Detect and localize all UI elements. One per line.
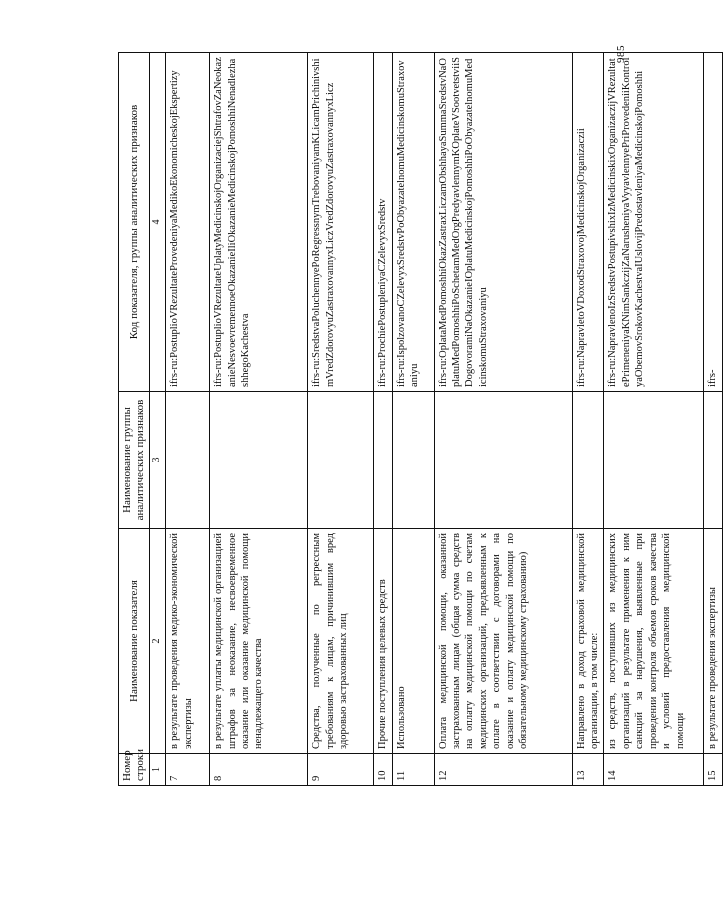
- table-row: [374, 53, 392, 786]
- indicator-name: Прочие поступления целевых средств: [374, 529, 392, 754]
- table-row: [392, 53, 434, 786]
- header-group-name: Наименование группы аналитических признаков: [119, 392, 150, 529]
- group-name: [572, 392, 604, 529]
- indicator-name: Средства, полученные по регрессным требованиям к лицам, причинившим вред здоровью застрахованных лиц: [308, 529, 374, 754]
- indicator-code: ifrs-ru:NapravlenoIzSredstvPostupivshixIzMedicinskixOrganizaczijVRezultatePrimeneniyaKNimSankczijZaNarusheniyaVyyavlennyePriProvedeniiKontrolyaObemovSrokovKachestvaIUslovijPredostavleniyaMedicinskojPomoshhi: [604, 53, 704, 392]
- group-name: [210, 392, 308, 529]
- indicator-code: ifrs-ru:NapravletoVDoxodStraxovojMedicinskojOrganizaczii: [572, 53, 604, 392]
- group-name: [704, 392, 722, 529]
- row-number: 7: [166, 754, 210, 786]
- indicator-name: в результате проведения медико-экономической экспертизы: [166, 529, 210, 754]
- column-number: 3: [150, 392, 166, 529]
- indicator-code: ifrs-ru:SredstvaPoluchennyePoRegressnymTrebovaniyamKLicamPrichinivshimVredZdorovyuZastraxovannyxLiczVredZdorovyuZastraxovannyxLicz: [308, 53, 374, 392]
- indicator-table: [118, 52, 723, 786]
- indicator-name: Использовано: [392, 529, 434, 754]
- indicator-code: ifrs-: [704, 53, 722, 392]
- table-row: [210, 53, 308, 786]
- header-indicator-code: Код показателя, группы аналитических признаков: [119, 53, 150, 392]
- table-row: [572, 53, 604, 786]
- indicator-name: Оплата медицинской помощи, оказанной застрахованным лицам (общая сумма средств на оплату медицинской помощи по счетам медицинских организаций, предъявленным к оплате в соответствии с договорами на оказание и оплату медицинской помощи по обязательному медицинскому страхованию): [434, 529, 572, 754]
- row-number: 8: [210, 754, 308, 786]
- column-number: 2: [150, 529, 166, 754]
- header-indicator-name: Наименование показателя: [119, 529, 150, 754]
- indicator-code: ifrs-ru:PostuplioVRezultateUplatyMedicinskojOrganizaciejShtrafovZaNeokazanieNesvoevremennoeOkazanieIliOkazanieMedicinskojPomoshhiNenadlezhashhegoKachestva: [210, 53, 308, 392]
- group-name: [392, 392, 434, 529]
- column-number: 1: [150, 754, 166, 786]
- indicator-name: в результате проведения экспертизы: [704, 529, 722, 754]
- indicator-name: в результате уплаты медицинской организацией штрафов за неоказание, несвоевременное оказание или оказание медицинской помощи ненадлежащего качества: [210, 529, 308, 754]
- group-name: [434, 392, 572, 529]
- row-number: 12: [434, 754, 572, 786]
- indicator-name: Направлено в доход страховой медицинской организации, в том числе:: [572, 529, 604, 754]
- table-row: [604, 53, 704, 786]
- row-number: 11: [392, 754, 434, 786]
- group-name: [166, 392, 210, 529]
- indicator-code: ifrs-ru:ProchiePostupleniyaCZelevyxSredstv: [374, 53, 392, 392]
- row-number: 9: [308, 754, 374, 786]
- group-name: [308, 392, 374, 529]
- table-row: [434, 53, 572, 786]
- row-number: 15: [704, 754, 722, 786]
- indicator-code: ifrs-ru:OplataMedPomoshhiOkazZastraxLiczamObshhayaSummaSredstvNaOplatuMedPomoshhiPoSchetamMedOrgPredyavlennymKOplateVSootvetstviiSDogovoramiNaOkazanieIOplatuMedicinskojPomoshhiPoObyazatelnomuMedicinskomuStraxovaniyu: [434, 53, 572, 392]
- row-number: 13: [572, 754, 604, 786]
- table-row: [166, 53, 210, 786]
- page-number: 985: [615, 45, 627, 63]
- indicator-name: из средств, поступивших из медицинских организаций в результате применения к ним санкций за нарушения, выявленные при проведении контроля объемов сроков качества и условий предоставления медицинской помощи: [604, 529, 704, 754]
- indicator-code: ifrs-ru:IspolzovanoCZelevyxSredstvPoObyazatelnomuMedicinskomuStraxovaniyu: [392, 53, 434, 392]
- header-row-number: Номер строки: [119, 754, 150, 786]
- column-number-row: [150, 53, 166, 786]
- indicator-code: ifrs-ru:PostuplioVRezultateProvedeniyaMedikoEkonomicheskojEkspertizy: [166, 53, 210, 392]
- row-number: 14: [604, 754, 704, 786]
- group-name: [604, 392, 704, 529]
- row-number: 10: [374, 754, 392, 786]
- group-name: [374, 392, 392, 529]
- table-header-row: [119, 53, 150, 786]
- table-row: [308, 53, 374, 786]
- table-row: [704, 53, 722, 786]
- column-number: 4: [150, 53, 166, 392]
